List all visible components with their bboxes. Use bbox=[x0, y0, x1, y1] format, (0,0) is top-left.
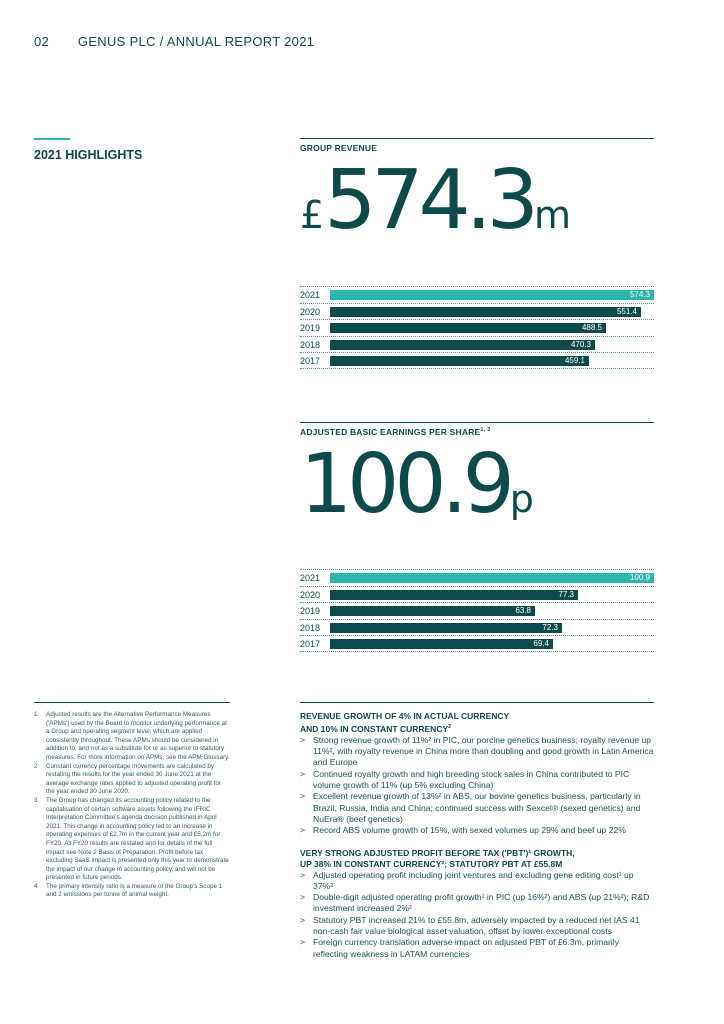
section-heading-text: UP 38% IN CONSTANT CURRENCY²; STATUTORY PBT AT £55.8M bbox=[300, 858, 563, 869]
eps-bar-2021 bbox=[330, 573, 654, 583]
footnote-text: Adjusted results are the Alternative Performance Measures ('APMs') used by the Board to monitor underlying performance at a Group and operating segment level, which are applied consistently throughout. These APMs should be considered in addition to, and not as a substitute for or as superior to statutory measures. For more information on APMs, see the APM Glossary. bbox=[46, 711, 230, 761]
bullet-item bbox=[300, 870, 654, 893]
bullet-marker-icon: > bbox=[300, 768, 306, 779]
section-heading-line bbox=[300, 859, 654, 870]
revenue-bar-2019 bbox=[330, 323, 606, 333]
bullet-marker-icon: > bbox=[300, 914, 306, 925]
eps-bar-2018 bbox=[330, 623, 562, 633]
bullet-text: Double-digit adjusted operating profit growth¹ in PIC (up 16%²) and ABS (up 21%²); R&D investment increased 2%² bbox=[313, 892, 650, 914]
revenue-bar-2018 bbox=[330, 340, 595, 350]
eps-bar-value: 63.8 bbox=[515, 606, 531, 615]
eps-bar-2020 bbox=[330, 590, 578, 600]
bullet-marker-icon: > bbox=[300, 825, 306, 836]
revenue-bar-year: 2017 bbox=[300, 356, 321, 366]
footnote-item bbox=[34, 711, 230, 763]
revenue-bar-value: 551.4 bbox=[616, 306, 637, 316]
eps-label-text: ADJUSTED BASIC EARNINGS PER SHARE bbox=[300, 427, 481, 437]
report-title: GENUS PLC / ANNUAL REPORT 2021 bbox=[77, 34, 315, 49]
bullet-marker-icon: > bbox=[300, 734, 306, 745]
footnotes bbox=[34, 702, 230, 900]
eps-bar-value: 69.4 bbox=[533, 639, 549, 648]
footnote-text: The primary intensity ratio is a measure of the Group's Scope 1 and 2 emissions per tonne of animal weight. bbox=[46, 882, 223, 899]
revenue-bar-year: 2019 bbox=[300, 323, 321, 333]
eps-bar-row bbox=[300, 635, 654, 652]
highlights-title: 2021 HIGHLIGHTS bbox=[34, 148, 143, 162]
revenue-bar-row bbox=[300, 319, 654, 336]
eps-bar-chart bbox=[300, 569, 654, 652]
highlights-body bbox=[300, 702, 654, 971]
eps-rule bbox=[300, 422, 654, 423]
bullet-text: Continued royalty growth and high breeding stock sales in China contributed to PIC volume growth of 11% (up 5% excluding China) bbox=[313, 768, 630, 791]
eps-bar-year: 2020 bbox=[300, 589, 321, 600]
section-heading-sup: 2 bbox=[448, 724, 452, 730]
revenue-bar-2021 bbox=[330, 290, 654, 300]
revenue-bar-row bbox=[300, 286, 654, 303]
eps-bar-row bbox=[300, 586, 654, 603]
eps-bar-value: 72.3 bbox=[542, 622, 558, 632]
eps-bar-year: 2021 bbox=[300, 573, 321, 583]
revenue-prefix: £ bbox=[300, 193, 325, 237]
section-heading-text: AND 10% IN CONSTANT CURRENCY bbox=[300, 723, 449, 734]
footnote-text: Constant currency percentage movements are calculated by restating the results for the year ended 30 June 2021 at the average exchange rates applied to adjusted operating profit for the year ended 30 June 2020. bbox=[46, 762, 222, 796]
revenue-bar-value: 574.3 bbox=[629, 290, 650, 299]
footnote-text: The Group has changed its accounting policy related to the capitalisation of certain software assets following the IFRIC Interpretation Committee's agenda decision published in April 2021. This change in accounting policy led to an increase in operating expenses of £2.7m in the current year and £5.2m for FY20. All FY20 results are restated and for details of the full impact see Note 2 Basis of Preparation. Profit before tax excluding SaaS impact is presented only this year to demonstrate the impact of our change in accounting policy, and will not be presented in future periods. bbox=[46, 796, 229, 882]
bullet-marker-icon: > bbox=[300, 892, 306, 903]
eps-bar-value: 77.3 bbox=[558, 589, 574, 599]
bullet-text: Excellent revenue growth of 13%² in ABS, our bovine genetics business, particularly in Brazil, Russia, India and China; continued success with Sexcel® (sexed genetics) and NuEra® (beef genetics) bbox=[313, 791, 641, 824]
eps-suffix: p bbox=[509, 477, 534, 521]
footnote-item bbox=[34, 883, 230, 900]
bullet-text: Record ABS volume growth of 15%, with sexed volumes up 29% and beef up 22% bbox=[313, 825, 626, 836]
revenue-bar-2017 bbox=[330, 356, 589, 366]
bullet-marker-icon: > bbox=[300, 869, 306, 880]
bullet-text: Adjusted operating profit including joint ventures and excluding gene editing cost¹ up 37%² bbox=[313, 869, 634, 891]
revenue-rule bbox=[300, 138, 654, 139]
eps-label bbox=[300, 427, 490, 437]
footnote-number: 1 bbox=[34, 711, 38, 718]
bullet-marker-icon: > bbox=[300, 791, 306, 802]
eps-value: 100.9 bbox=[300, 437, 510, 532]
accent-rule bbox=[34, 138, 70, 140]
eps-big-number bbox=[300, 437, 534, 532]
revenue-bar-value: 470.3 bbox=[570, 339, 591, 349]
page-header bbox=[34, 34, 314, 49]
eps-bar-row bbox=[300, 602, 654, 619]
eps-bar-value: 100.9 bbox=[629, 573, 650, 582]
section-heading bbox=[300, 848, 654, 870]
eps-bar-row bbox=[300, 569, 654, 586]
revenue-bar-row bbox=[300, 352, 654, 369]
section-heading-line: REVENUE GROWTH OF 4% IN ACTUAL CURRENCY bbox=[300, 711, 510, 721]
bullet-item bbox=[300, 915, 654, 938]
revenue-value: 574.3 bbox=[324, 153, 534, 248]
bullet-item bbox=[300, 937, 654, 960]
section-heading-line bbox=[300, 722, 654, 735]
bullet-text: Statutory PBT increased 21% to £55.8m, adversely impacted by a reduced net IAS 41 non-cash fair value biological asset valuation, offset by lower exceptional costs bbox=[313, 914, 640, 936]
eps-label-sup: 1, 3 bbox=[480, 427, 491, 434]
bullet-list bbox=[300, 870, 654, 960]
section-heading bbox=[300, 711, 654, 735]
eps-bar-year: 2019 bbox=[300, 606, 321, 616]
eps-bar-row bbox=[300, 619, 654, 636]
footnote-item bbox=[34, 797, 230, 883]
revenue-suffix: m bbox=[533, 193, 571, 237]
bullet-item bbox=[300, 769, 654, 792]
bullet-item bbox=[300, 892, 654, 915]
page-number: 02 bbox=[34, 34, 50, 49]
eps-bar-year: 2018 bbox=[300, 622, 321, 633]
revenue-bar-chart bbox=[300, 286, 654, 369]
eps-bar-2017 bbox=[330, 639, 553, 649]
bullet-item bbox=[300, 791, 654, 825]
revenue-bar-year: 2021 bbox=[300, 290, 321, 300]
bullet-text: Foreign currency translation adverse impact on adjusted PBT of £6.3m, primarily reflecting weakness in LATAM currencies bbox=[313, 937, 620, 959]
bullet-text: Strong revenue growth of 11%² in PIC, our porcine genetics business; royalty revenue up 11%², with royalty revenue in China more than doubling and good growth in Latin America and Europe bbox=[313, 734, 654, 768]
revenue-big-number bbox=[300, 153, 571, 248]
footnote-number: 2 bbox=[34, 762, 38, 770]
revenue-bar-value: 488.5 bbox=[581, 323, 602, 332]
revenue-bar-value: 459.1 bbox=[564, 356, 585, 365]
revenue-bar-row bbox=[300, 303, 654, 320]
footnote-item bbox=[34, 763, 230, 797]
footnote-number: 3 bbox=[34, 796, 38, 804]
revenue-label: GROUP REVENUE bbox=[300, 143, 378, 153]
section-heading-line: VERY STRONG ADJUSTED PROFIT BEFORE TAX ('PBT')¹ GROWTH, bbox=[300, 847, 575, 858]
bullet-marker-icon: > bbox=[300, 937, 306, 948]
revenue-bar-row bbox=[300, 336, 654, 353]
revenue-bar-year: 2018 bbox=[300, 339, 321, 350]
footnote-number: 4 bbox=[34, 882, 38, 890]
eps-bar-year: 2017 bbox=[300, 639, 321, 649]
revenue-bar-year: 2020 bbox=[300, 306, 321, 317]
bullet-item bbox=[300, 825, 654, 836]
eps-bar-2019 bbox=[330, 606, 535, 616]
revenue-bar-2020 bbox=[330, 307, 641, 317]
bullet-item bbox=[300, 735, 654, 769]
bullet-list bbox=[300, 735, 654, 837]
